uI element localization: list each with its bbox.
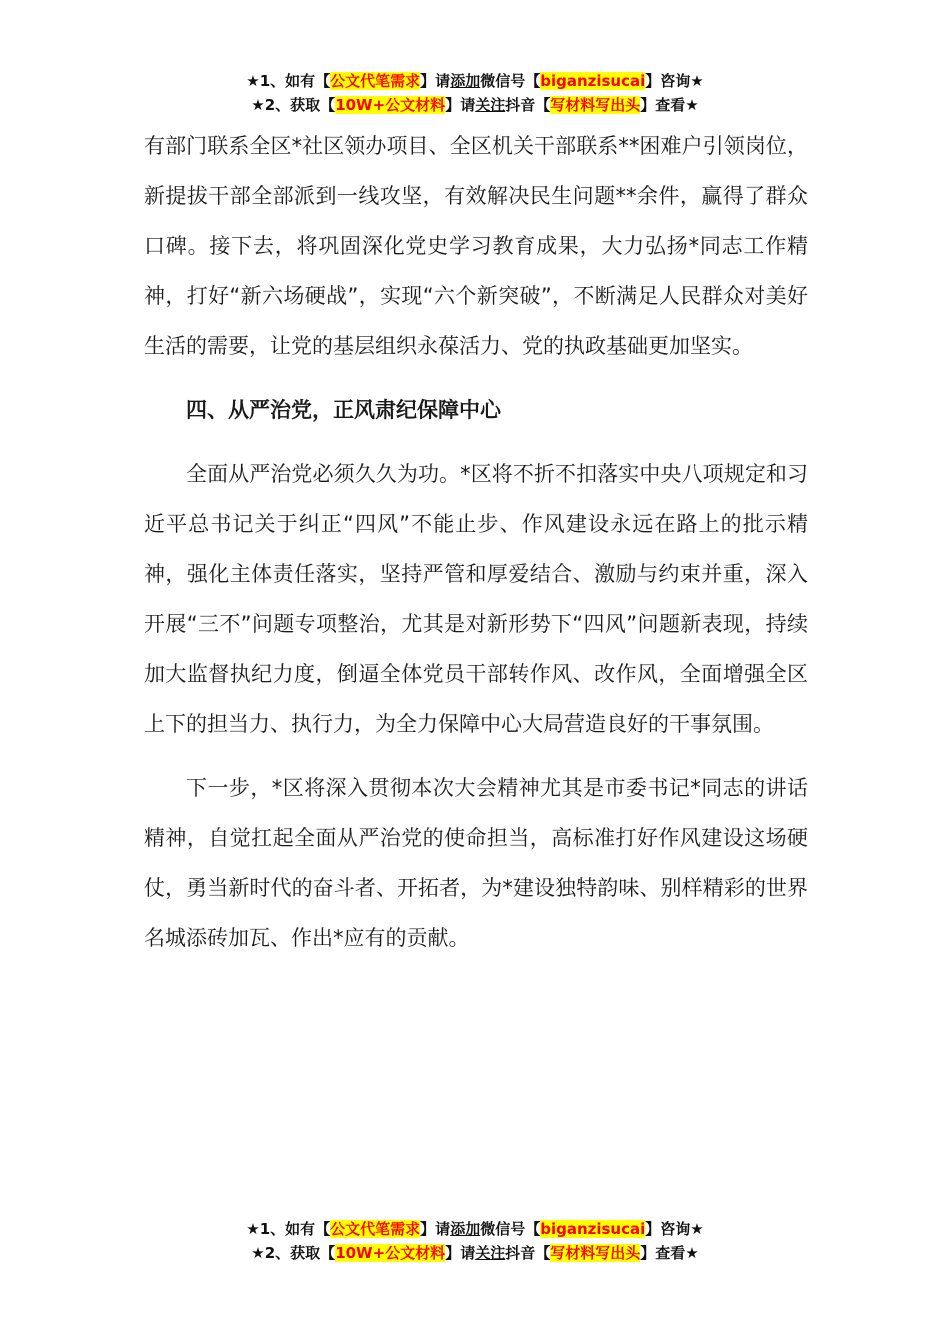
highlight-wechat-id: biganzisucai	[540, 1220, 646, 1238]
banner-line-2: ★2、获取【10W+公文材料】请关注抖音【写材料写出头】查看★	[251, 1244, 699, 1262]
header-banner	[0, 69, 950, 117]
paragraph-next-step: 下一步，*区将深入贯彻本次大会精神尤其是市委书记*同志的讲话精神，自觉扛起全面从严治党的使命担当，高标准打好作风建设这场硬仗，勇当新时代的奋斗者、开拓者，为*建设独特韵味、别样精彩的世界名城添砖加瓦、作出*应有的贡献。	[144, 776, 808, 950]
highlight-writing-service: 公文代笔需求	[330, 72, 421, 90]
banner-line-1: ★1、如有【公文代笔需求】请添加微信号【biganzisucai】咨询★	[246, 1220, 704, 1238]
paragraph-continued: 有部门联系全区*社区领办项目、全区机关干部联系**困难户引领岗位，新提拔干部全部派到一线攻坚，有效解决民生问题**余件，赢得了群众口碑。接下去，将巩固深化党史学习教育成果，大力弘扬*同志工作精神，打好“新六场硬战”，实现“六个新突破”，不断满足人民群众对美好生活的需要，让党的基层组织永葆活力、党的执政基础更加坚实。	[144, 134, 808, 358]
banner-line-2: ★2、获取【10W+公文材料】请关注抖音【写材料写出头】查看★	[251, 96, 699, 114]
highlight-writing-service: 公文代笔需求	[330, 1220, 421, 1238]
footer-banner	[0, 1217, 950, 1265]
highlight-materials: 10W+公文材料	[335, 96, 446, 114]
highlight-wechat-id: biganzisucai	[540, 72, 646, 90]
highlight-douyin-account: 写材料写出头	[550, 96, 641, 114]
highlight-douyin-account: 写材料写出头	[550, 1244, 641, 1262]
paragraph-discipline: 全面从严治党必须久久为功。*区将不折不扣落实中央八项规定和习近平总书记关于纠正“四风”不能止步、作风建设永远在路上的批示精神，强化主体责任落实，坚持严管和厚爱结合、激励与约束并重，深入开展“三不”问题专项整治，尤其是对新形势下“四风”问题新表现，持续加大监督执纪力度，倒逼全体党员干部转作风、改作风，全面增强全区上下的担当力、执行力，为全力保障中心大局营造良好的干事氛围。	[144, 462, 808, 736]
banner-line-1: ★1、如有【公文代笔需求】请添加微信号【biganzisucai】咨询★	[246, 72, 704, 90]
document-body	[144, 121, 808, 963]
section-heading-4: 四、从严治党，正风肃纪保障中心	[186, 398, 501, 422]
highlight-materials: 10W+公文材料	[335, 1244, 446, 1262]
